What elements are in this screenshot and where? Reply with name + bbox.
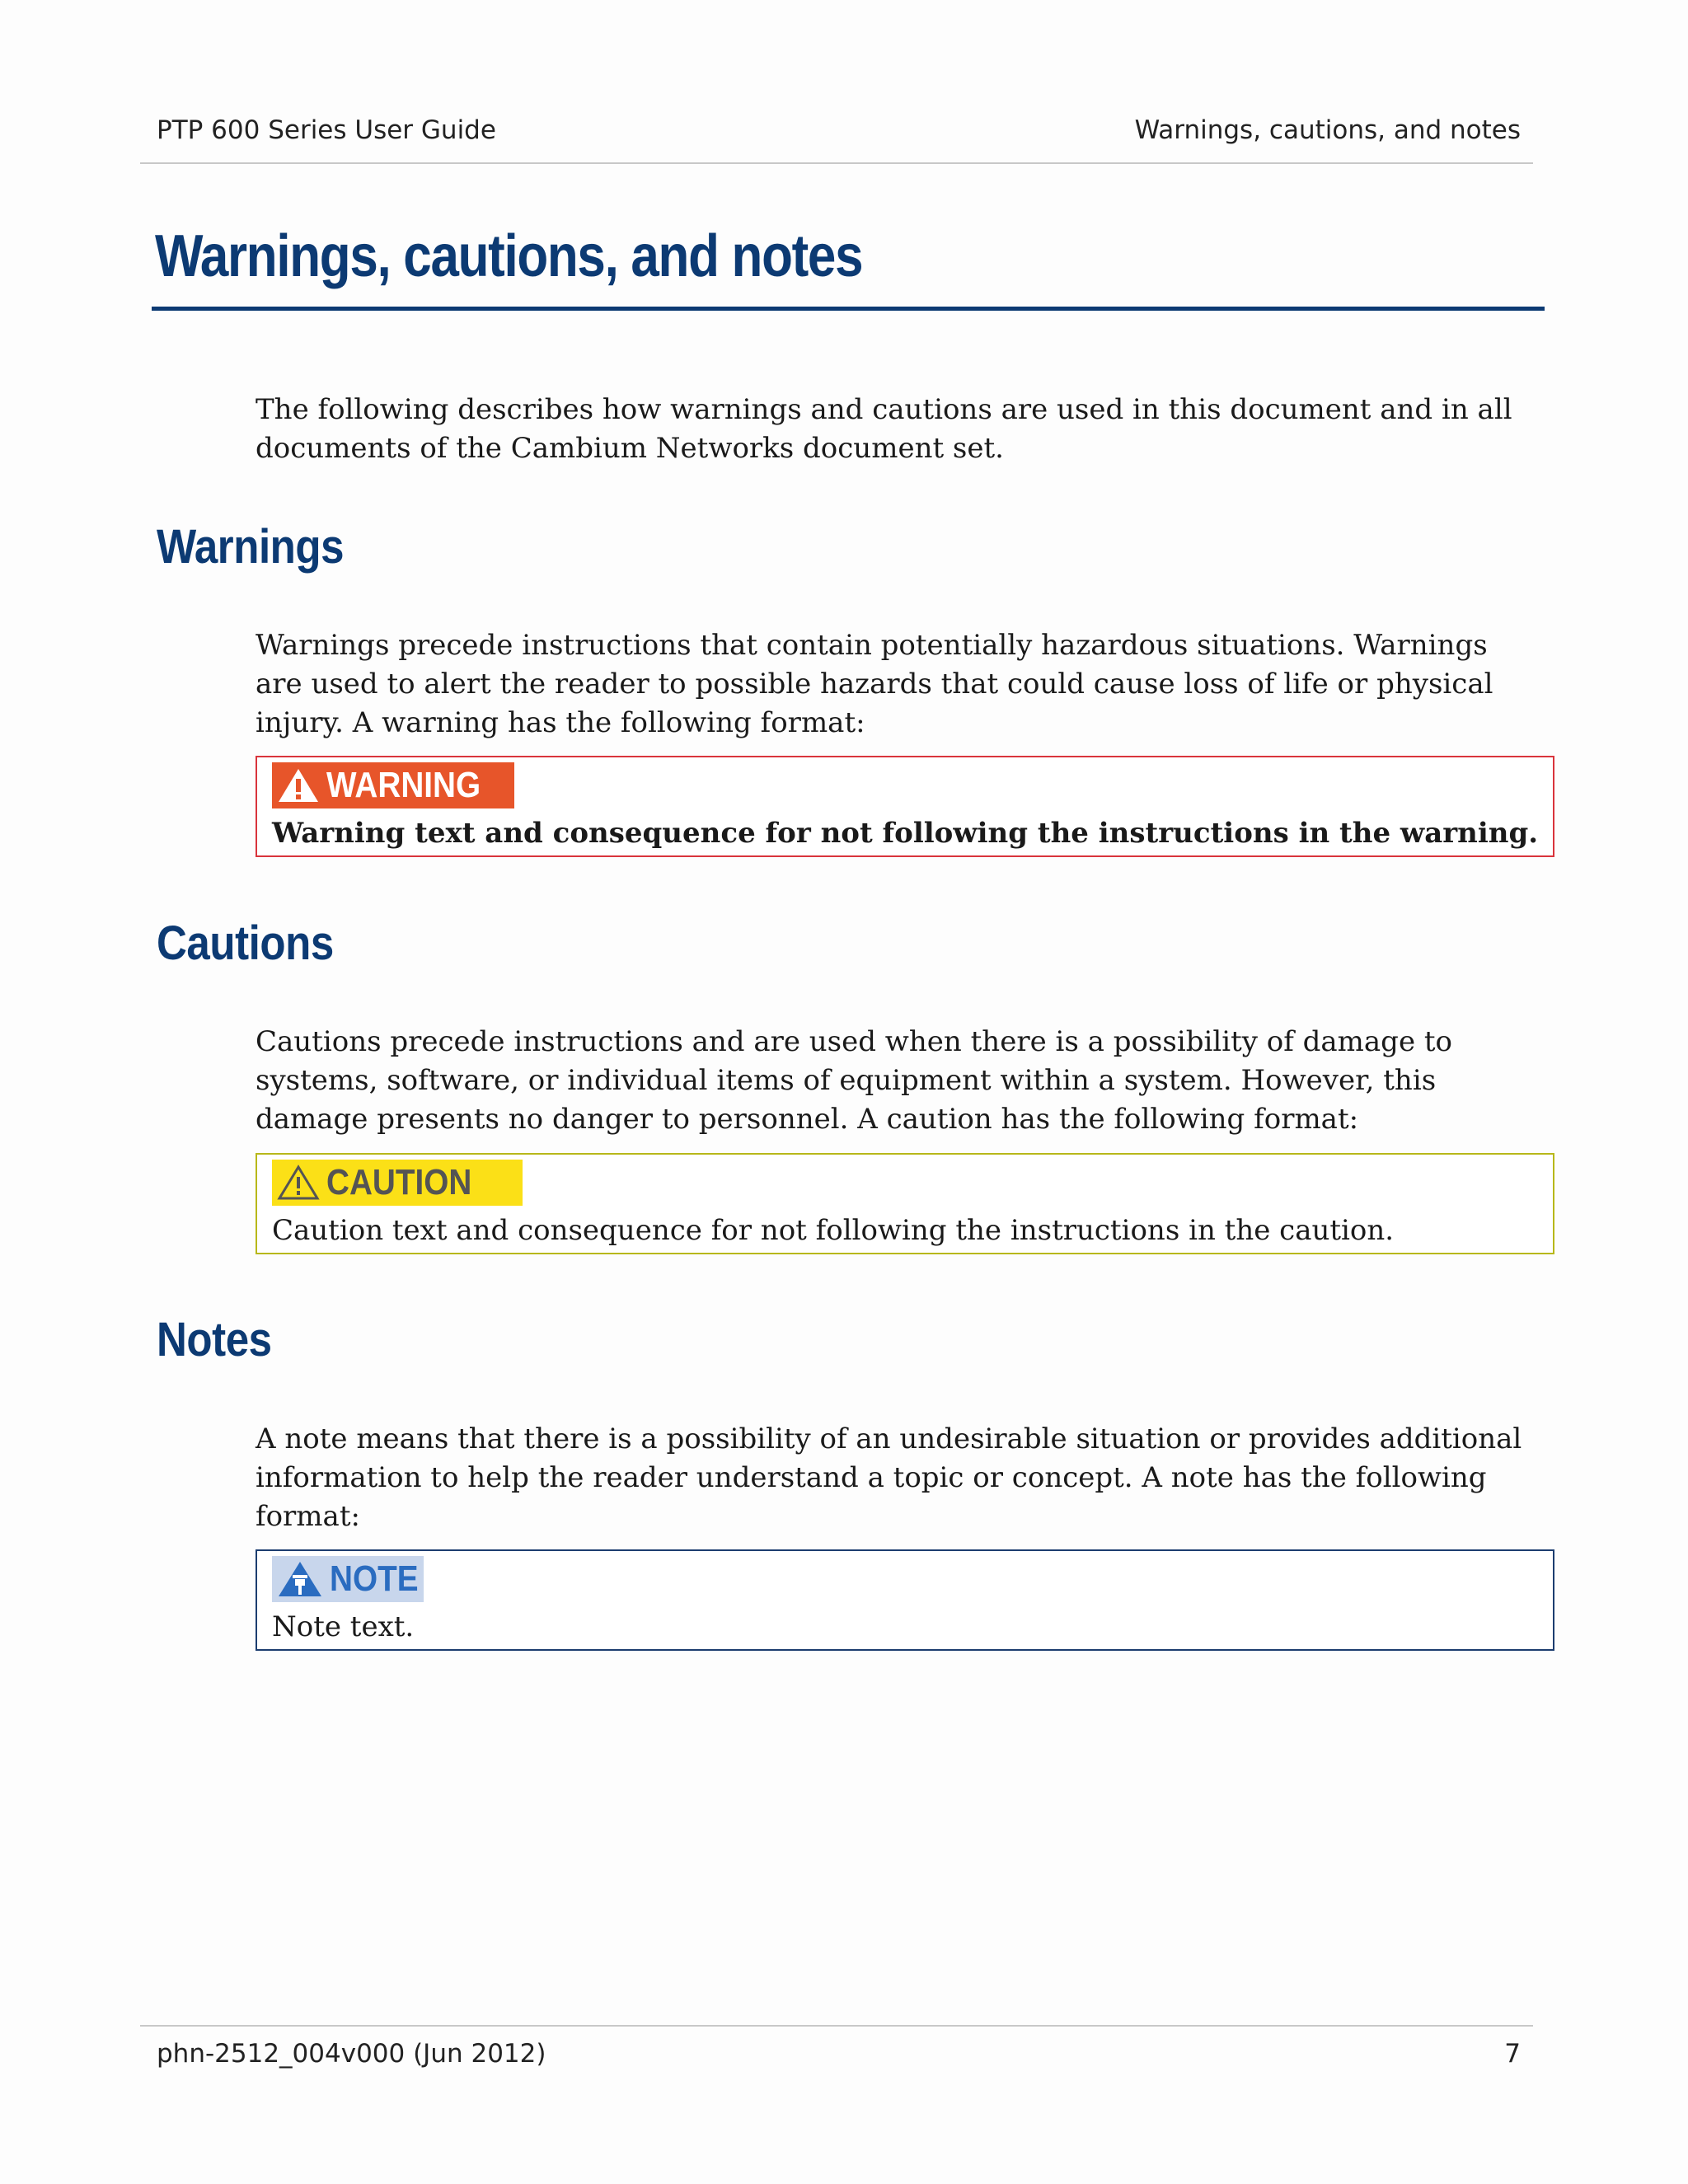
caution-box-text: Caution text and consequence for not following the instructions in the caution. bbox=[272, 1214, 1395, 1247]
page-title: Warnings, cautions, and notes bbox=[155, 223, 863, 289]
caution-example-box bbox=[256, 1153, 1554, 1254]
note-badge bbox=[272, 1556, 424, 1602]
warning-badge-label: WARNING bbox=[326, 765, 481, 805]
footer-divider bbox=[140, 2025, 1533, 2027]
warnings-heading: Warnings bbox=[157, 520, 345, 574]
warning-box-text: Warning text and consequence for not following the instructions in the warning. bbox=[272, 817, 1539, 850]
warning-example-box bbox=[256, 756, 1554, 857]
note-box-text: Note text. bbox=[272, 1610, 415, 1643]
header-divider bbox=[140, 162, 1533, 164]
warning-triangle-icon bbox=[277, 766, 320, 804]
notes-heading: Notes bbox=[157, 1313, 272, 1366]
cautions-heading: Cautions bbox=[157, 916, 334, 970]
page-footer bbox=[157, 2039, 1521, 2069]
header-doc-title: PTP 600 Series User Guide bbox=[157, 115, 496, 145]
cautions-paragraph: Cautions precede instructions and are used when there is a possibility of damage to systems, software, or individual items of equipment within a system. However, this damage presents no danger to personnel. A caution has the following format: bbox=[256, 1025, 1453, 1136]
warnings-paragraph: Warnings precede instructions that contain potentially hazardous situations. Warnings are used to alert the reader to possible hazards that could cause loss of life or physical injury. A warning has the following format: bbox=[256, 629, 1493, 739]
running-header bbox=[157, 115, 1521, 145]
header-section-title: Warnings, cautions, and notes bbox=[1134, 115, 1521, 145]
note-example-box bbox=[256, 1549, 1554, 1651]
note-badge-label: NOTE bbox=[330, 1558, 419, 1599]
caution-badge-label: CAUTION bbox=[326, 1162, 472, 1202]
warning-badge bbox=[272, 762, 514, 808]
notes-paragraph: A note means that there is a possibility of an undesirable situation or provides additional information to help the reader understand a topic or concept. A note has the following format: bbox=[256, 1422, 1522, 1533]
title-underline bbox=[152, 307, 1545, 311]
caution-badge bbox=[272, 1160, 523, 1206]
caution-triangle-icon bbox=[277, 1164, 320, 1202]
note-pin-icon bbox=[277, 1559, 323, 1599]
intro-paragraph: The following describes how warnings and cautions are used in this document and in all documents of the Cambium Networks document set. bbox=[256, 393, 1512, 465]
page-number: 7 bbox=[1504, 2039, 1521, 2069]
footer-doc-id: phn-2512_004v000 (Jun 2012) bbox=[157, 2039, 546, 2069]
